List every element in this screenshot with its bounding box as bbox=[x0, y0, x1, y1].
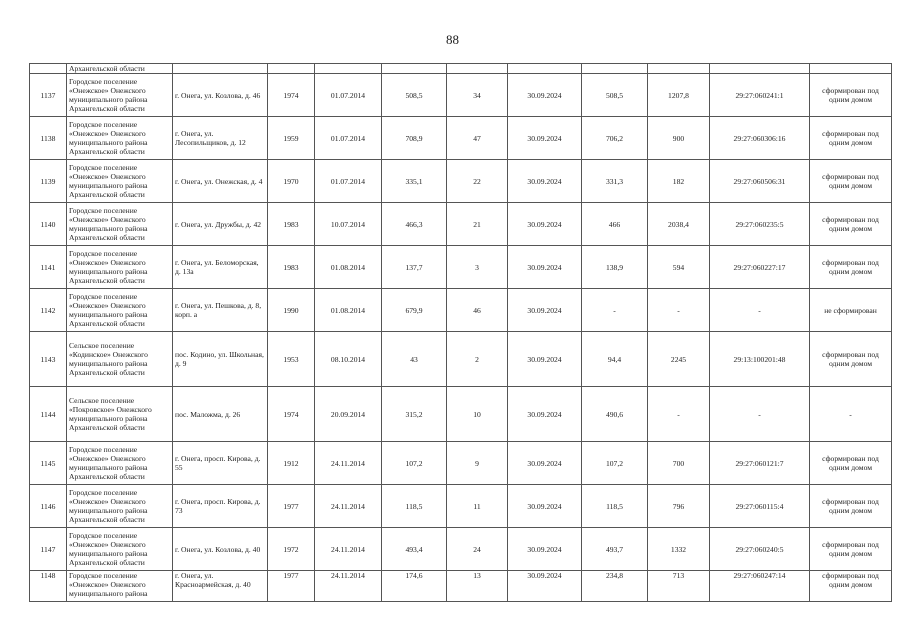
residents-cell: 46 bbox=[447, 289, 508, 332]
land-status-cell: сформирован под одним домом bbox=[810, 528, 892, 571]
area-initial-cell: 708,9 bbox=[382, 117, 447, 160]
year-built-cell: 1974 bbox=[268, 387, 315, 442]
table-row bbox=[30, 571, 892, 602]
address-cell: пос. Маложма, д. 26 bbox=[173, 387, 268, 442]
municipality-cell: Городское поселение «Онежское» Онежского муниципального района Архангельской области bbox=[67, 246, 173, 289]
area-initial-cell: 493,4 bbox=[382, 528, 447, 571]
row-number-cell: 1147 bbox=[30, 528, 67, 571]
area-current-cell: 331,3 bbox=[582, 160, 648, 203]
land-area-cell: 713 bbox=[648, 571, 710, 602]
land-area-cell: 796 bbox=[648, 485, 710, 528]
area-initial-cell: 679,9 bbox=[382, 289, 447, 332]
land-status-cell: сформирован под одним домом bbox=[810, 117, 892, 160]
land-area-cell: 594 bbox=[648, 246, 710, 289]
municipality-cell: Сельское поселение «Кодинское» Онежского муниципального района Архангельской области bbox=[67, 332, 173, 387]
address-cell: г. Онега, ул. Козлова, д. 40 bbox=[173, 528, 268, 571]
residents-cell: 2 bbox=[447, 332, 508, 387]
inclusion-date-cell: 10.07.2014 bbox=[315, 203, 382, 246]
address-cell: г. Онега, ул. Пешкова, д. 8, корп. а bbox=[173, 289, 268, 332]
address-cell: г. Онега, ул. Онежская, д. 4 bbox=[173, 160, 268, 203]
land-area-cell: - bbox=[648, 387, 710, 442]
planned-date-cell: 30.09.2024 bbox=[508, 117, 582, 160]
year-built-cell: 1990 bbox=[268, 289, 315, 332]
table-row bbox=[30, 74, 892, 117]
municipality-cell: Городское поселение «Онежское» Онежского муниципального района Архангельской области bbox=[67, 203, 173, 246]
residents-cell: 13 bbox=[447, 571, 508, 602]
planned-date-cell: 30.09.2024 bbox=[508, 387, 582, 442]
row-number-cell: 1137 bbox=[30, 74, 67, 117]
year-built-cell: 1959 bbox=[268, 117, 315, 160]
inclusion-date-cell: 24.11.2014 bbox=[315, 442, 382, 485]
cadastral-number-cell: 29:27:060506:31 bbox=[710, 160, 810, 203]
year-built-cell: 1977 bbox=[268, 485, 315, 528]
residents-cell: 3 bbox=[447, 246, 508, 289]
cadastral-number-cell: 29:27:060227:17 bbox=[710, 246, 810, 289]
land-area-cell: 700 bbox=[648, 442, 710, 485]
cadastral-number-cell: 29:27:060247:14 bbox=[710, 571, 810, 602]
land-area-cell: 1332 bbox=[648, 528, 710, 571]
land-status-cell: сформирован под одним домом bbox=[810, 442, 892, 485]
area-current-cell: 490,6 bbox=[582, 387, 648, 442]
municipality-cell: Сельское поселение «Покровское» Онежского муниципального района Архангельской области bbox=[67, 387, 173, 442]
address-cell: г. Онега, ул. Беломорская, д. 13а bbox=[173, 246, 268, 289]
municipality-cell: Городское поселение «Онежское» Онежского муниципального района Архангельской области bbox=[67, 74, 173, 117]
table-row bbox=[30, 117, 892, 160]
land-area-cell: 900 bbox=[648, 117, 710, 160]
address-cell: г. Онега, ул. Козлова, д. 46 bbox=[173, 74, 268, 117]
table-row bbox=[30, 246, 892, 289]
land-area-cell: 182 bbox=[648, 160, 710, 203]
planned-date-cell: 30.09.2024 bbox=[508, 289, 582, 332]
land-status-cell: сформирован под одним домом bbox=[810, 74, 892, 117]
area-current-cell: 706,2 bbox=[582, 117, 648, 160]
inclusion-date-cell: 24.11.2014 bbox=[315, 485, 382, 528]
year-built-cell: 1983 bbox=[268, 246, 315, 289]
year-built-cell: 1912 bbox=[268, 442, 315, 485]
address-cell: г. Онега, просп. Кирова, д. 55 bbox=[173, 442, 268, 485]
area-initial-cell: 43 bbox=[382, 332, 447, 387]
area-current-cell: 94,4 bbox=[582, 332, 648, 387]
residents-cell: 34 bbox=[447, 74, 508, 117]
address-cell: г. Онега, ул. Дружбы, д. 42 bbox=[173, 203, 268, 246]
housing-register-table bbox=[29, 63, 892, 602]
row-number-cell: 1146 bbox=[30, 485, 67, 528]
area-initial-cell: 118,5 bbox=[382, 485, 447, 528]
planned-date-cell: 30.09.2024 bbox=[508, 442, 582, 485]
inclusion-date-cell: 01.07.2014 bbox=[315, 160, 382, 203]
municipality-cell: Городское поселение «Онежское» Онежского муниципального района Архангельской области bbox=[67, 289, 173, 332]
table-row bbox=[30, 332, 892, 387]
row-number-cell: 1139 bbox=[30, 160, 67, 203]
row-number-cell: 1141 bbox=[30, 246, 67, 289]
municipality-cell: Городское поселение «Онежское» Онежского муниципального района Архангельской области bbox=[67, 485, 173, 528]
table-row bbox=[30, 387, 892, 442]
residents-cell: 24 bbox=[447, 528, 508, 571]
area-current-cell: 107,2 bbox=[582, 442, 648, 485]
land-area-cell: 2038,4 bbox=[648, 203, 710, 246]
cadastral-number-cell: 29:27:060121:7 bbox=[710, 442, 810, 485]
land-status-cell: сформирован под одним домом bbox=[810, 160, 892, 203]
table-row bbox=[30, 485, 892, 528]
carry-over-municipality: Архангельской области bbox=[67, 64, 173, 74]
inclusion-date-cell: 24.11.2014 bbox=[315, 528, 382, 571]
area-current-cell: 466 bbox=[582, 203, 648, 246]
area-current-cell: - bbox=[582, 289, 648, 332]
residents-cell: 11 bbox=[447, 485, 508, 528]
planned-date-cell: 30.09.2024 bbox=[508, 160, 582, 203]
inclusion-date-cell: 24.11.2014 bbox=[315, 571, 382, 602]
cadastral-number-cell: 29:27:060240:5 bbox=[710, 528, 810, 571]
land-status-cell: сформирован под одним домом bbox=[810, 203, 892, 246]
area-initial-cell: 107,2 bbox=[382, 442, 447, 485]
table-row bbox=[30, 442, 892, 485]
cadastral-number-cell: 29:27:060115:4 bbox=[710, 485, 810, 528]
planned-date-cell: 30.09.2024 bbox=[508, 485, 582, 528]
address-cell: г. Онега, ул. Красноармейская, д. 40 bbox=[173, 571, 268, 602]
year-built-cell: 1970 bbox=[268, 160, 315, 203]
residents-cell: 22 bbox=[447, 160, 508, 203]
planned-date-cell: 30.09.2024 bbox=[508, 528, 582, 571]
inclusion-date-cell: 08.10.2014 bbox=[315, 332, 382, 387]
cadastral-number-cell: 29:27:060235:5 bbox=[710, 203, 810, 246]
planned-date-cell: 30.09.2024 bbox=[508, 332, 582, 387]
inclusion-date-cell: 01.07.2014 bbox=[315, 117, 382, 160]
area-initial-cell: 174,6 bbox=[382, 571, 447, 602]
land-status-cell: - bbox=[810, 387, 892, 442]
residents-cell: 21 bbox=[447, 203, 508, 246]
land-status-cell: не сформирован bbox=[810, 289, 892, 332]
residents-cell: 9 bbox=[447, 442, 508, 485]
municipality-cell: Городское поселение «Онежское» Онежского муниципального района Архангельской области bbox=[67, 160, 173, 203]
year-built-cell: 1974 bbox=[268, 74, 315, 117]
cadastral-number-cell: - bbox=[710, 387, 810, 442]
land-status-cell: сформирован под одним домом bbox=[810, 332, 892, 387]
planned-date-cell: 30.09.2024 bbox=[508, 74, 582, 117]
page-number: 88 bbox=[446, 32, 459, 47]
row-number-cell: 1142 bbox=[30, 289, 67, 332]
inclusion-date-cell: 01.08.2014 bbox=[315, 289, 382, 332]
address-cell: г. Онега, ул. Лесопильщиков, д. 12 bbox=[173, 117, 268, 160]
row-number-cell: 1145 bbox=[30, 442, 67, 485]
row-number-cell: 1148 bbox=[30, 571, 67, 602]
residents-cell: 10 bbox=[447, 387, 508, 442]
area-initial-cell: 137,7 bbox=[382, 246, 447, 289]
row-number-cell: 1143 bbox=[30, 332, 67, 387]
municipality-cell: Городское поселение «Онежское» Онежского муниципального района Архангельской области bbox=[67, 442, 173, 485]
year-built-cell: 1953 bbox=[268, 332, 315, 387]
area-current-cell: 508,5 bbox=[582, 74, 648, 117]
area-current-cell: 493,7 bbox=[582, 528, 648, 571]
area-current-cell: 138,9 bbox=[582, 246, 648, 289]
inclusion-date-cell: 01.07.2014 bbox=[315, 74, 382, 117]
area-initial-cell: 315,2 bbox=[382, 387, 447, 442]
municipality-cell: Городское поселение «Онежское» Онежского муниципального района Архангельской области bbox=[67, 117, 173, 160]
area-current-cell: 234,8 bbox=[582, 571, 648, 602]
row-number-cell: 1138 bbox=[30, 117, 67, 160]
inclusion-date-cell: 01.08.2014 bbox=[315, 246, 382, 289]
area-initial-cell: 508,5 bbox=[382, 74, 447, 117]
address-cell: г. Онега, просп. Кирова, д. 73 bbox=[173, 485, 268, 528]
area-current-cell: 118,5 bbox=[582, 485, 648, 528]
planned-date-cell: 30.09.2024 bbox=[508, 203, 582, 246]
area-initial-cell: 466,3 bbox=[382, 203, 447, 246]
carry-over-row bbox=[30, 64, 892, 74]
inclusion-date-cell: 20.09.2014 bbox=[315, 387, 382, 442]
area-initial-cell: 335,1 bbox=[382, 160, 447, 203]
address-cell: пос. Кодино, ул. Школьная, д. 9 bbox=[173, 332, 268, 387]
row-number-cell: 1140 bbox=[30, 203, 67, 246]
municipality-cell: Городское поселение «Онежское» Онежского муниципального района bbox=[67, 571, 173, 602]
year-built-cell: 1977 bbox=[268, 571, 315, 602]
land-area-cell: 1207,8 bbox=[648, 74, 710, 117]
planned-date-cell: 30.09.2024 bbox=[508, 571, 582, 602]
land-status-cell: сформирован под одним домом bbox=[810, 571, 892, 602]
residents-cell: 47 bbox=[447, 117, 508, 160]
planned-date-cell: 30.09.2024 bbox=[508, 246, 582, 289]
table-row bbox=[30, 160, 892, 203]
land-area-cell: - bbox=[648, 289, 710, 332]
municipality-cell: Городское поселение «Онежское» Онежского муниципального района Архангельской области bbox=[67, 528, 173, 571]
row-number-cell: 1144 bbox=[30, 387, 67, 442]
land-status-cell: сформирован под одним домом bbox=[810, 246, 892, 289]
cadastral-number-cell: 29:13:100201:48 bbox=[710, 332, 810, 387]
year-built-cell: 1983 bbox=[268, 203, 315, 246]
table-row bbox=[30, 528, 892, 571]
cadastral-number-cell: - bbox=[710, 289, 810, 332]
land-status-cell: сформирован под одним домом bbox=[810, 485, 892, 528]
cadastral-number-cell: 29:27:060306:16 bbox=[710, 117, 810, 160]
year-built-cell: 1972 bbox=[268, 528, 315, 571]
cadastral-number-cell: 29:27:060241:1 bbox=[710, 74, 810, 117]
land-area-cell: 2245 bbox=[648, 332, 710, 387]
table-row bbox=[30, 289, 892, 332]
table-row bbox=[30, 203, 892, 246]
